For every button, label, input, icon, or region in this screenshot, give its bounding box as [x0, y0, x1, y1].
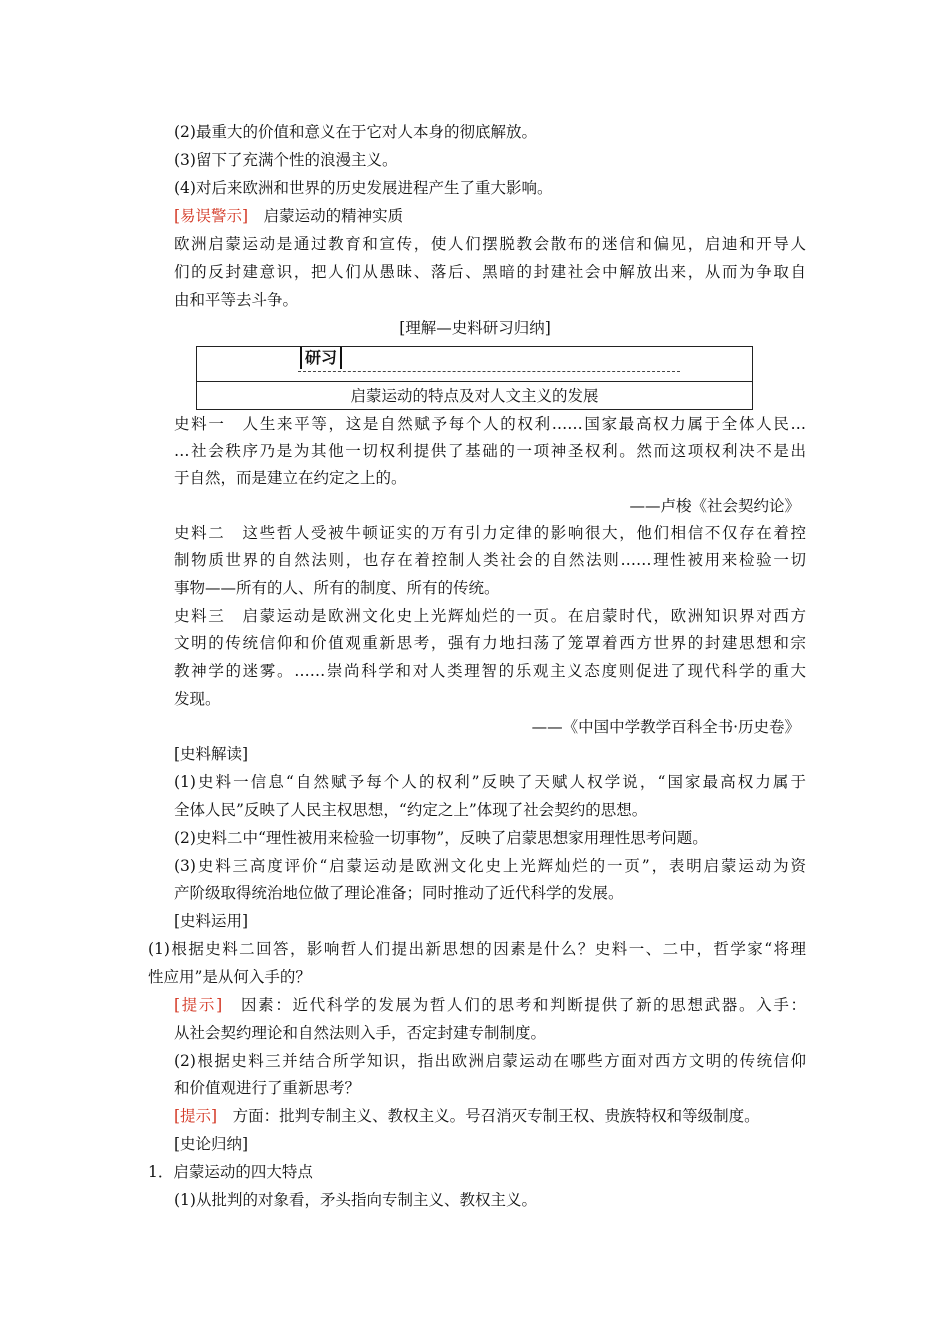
- text-line: 发现。: [174, 690, 221, 708]
- hint-text: 因素：近代科学的发展为哲人们的思考和判断提供了新的思想武器。入手：: [240, 996, 806, 1014]
- text-line: 全体人民”反映了人民主权思想，“约定之上”体现了社会契约的思想。: [174, 801, 648, 819]
- warning-label: [易误警示]: [174, 207, 249, 225]
- warning-title: 启蒙运动的精神实质: [263, 207, 404, 225]
- text-line: (2)最重大的价值和意义在于它对人本身的彻底解放。: [174, 123, 537, 141]
- text-line: (1)史料一信息“自然赋予每个人的权利”反映了天赋人权学说，“国家最高权力属于: [174, 773, 806, 791]
- text-line: …社会秩序乃是为其他一切权利提供了基础的一项神圣权利。然而这项权利决不是出: [174, 442, 806, 460]
- question-line: 性应用”是从何入手的？: [148, 968, 311, 986]
- text-line: 事物——所有的人、所有的制度、所有的传统。: [174, 579, 500, 597]
- question-line: 和价值观进行了重新思考？: [174, 1079, 361, 1097]
- subsection-title: [史料解读]: [174, 745, 249, 763]
- text-line: 教神学的迷雾。……崇尚科学和对人类理智的乐观主义态度则促进了现代科学的重大: [174, 662, 806, 680]
- source-citation: ——卢梭《社会契约论》: [629, 497, 800, 515]
- dashed-divider: [298, 371, 680, 372]
- text-line: 史料一 人生来平等，这是自然赋予每个人的权利……国家最高权力属于全体人民…: [174, 415, 806, 433]
- section-title: [理解—史料研习归纳]: [399, 319, 551, 337]
- text-line: (2)史料二中“理性被用来检验一切事物”，反映了启蒙思想家用理性思考问题。: [174, 829, 708, 847]
- subsection-title: [史料运用]: [174, 912, 249, 930]
- text-line: 史料二 这些哲人受被牛顿证实的万有引力定律的影响很大，他们相信不仅存在着控: [174, 524, 806, 542]
- text-line: (3)留下了充满个性的浪漫主义。: [174, 151, 398, 169]
- text-line: 制物质世界的自然法则，也存在着控制人类社会的自然法则……理性被用来检验一切: [174, 551, 806, 569]
- text-line: 史料三 启蒙运动是欧洲文化史上光辉灿烂的一页。在启蒙时代，欧洲知识界对西方: [174, 607, 806, 625]
- summary-heading: 1．启蒙运动的四大特点: [148, 1163, 313, 1181]
- text-line: 们的反封建意识，把人们从愚昧、落后、黑暗的封建社会中解放出来，从而为争取自: [174, 263, 806, 281]
- text-line: (3)史料三高度评价“启蒙运动是欧洲文化史上光辉灿烂的一页”，表明启蒙运动为资: [174, 857, 806, 875]
- hint-line: [174, 994, 806, 1016]
- hint-label: [提示]: [174, 1107, 218, 1125]
- subsection-title: [史论归纳]: [174, 1135, 249, 1153]
- hint-line: [174, 1105, 760, 1127]
- question-line: (2)根据史料三并结合所学知识，指出欧洲启蒙运动在哪些方面对西方文明的传统信仰: [174, 1052, 806, 1070]
- source-citation: ——《中国中学教学百科全书·历史卷》: [531, 718, 800, 736]
- text-line: 由和平等去斗争。: [174, 291, 299, 309]
- box-divider: [197, 381, 752, 382]
- question-line: (1)根据史料二回答，影响哲人们提出新思想的因素是什么？史料一、二中，哲学家“将理: [148, 940, 806, 958]
- text-line: 产阶级取得统治地位做了理论准备；同时推动了近代科学的发展。: [174, 884, 624, 902]
- box-subtitle: 启蒙运动的特点及对人文主义的发展: [350, 387, 599, 405]
- study-box: [196, 346, 753, 410]
- text-line: 欧洲启蒙运动是通过教育和宣传，使人们摆脱教会散布的迷信和偏见，启迪和开导人: [174, 235, 806, 253]
- text-line: 于自然，而是建立在约定之上的。: [174, 469, 407, 487]
- text-line: 文明的传统信仰和价值观重新思考，强有力地扫荡了笼罩着西方世界的封建思想和宗: [174, 634, 806, 652]
- text-line: 从社会契约理论和自然法则入手，否定封建专制制度。: [174, 1024, 547, 1042]
- text-line: (4)对后来欧洲和世界的历史发展进程产生了重大影响。: [174, 179, 553, 197]
- hint-text: 方面：批判专制主义、教权主义。号召消灭专制王权、贵族特权和等级制度。: [232, 1107, 760, 1125]
- text-line: (1)从批判的对象看，矛头指向专制主义、教权主义。: [174, 1191, 537, 1209]
- study-tag: 研习: [300, 347, 342, 369]
- warning-heading: [174, 205, 403, 227]
- hint-label: [提示]: [174, 996, 223, 1014]
